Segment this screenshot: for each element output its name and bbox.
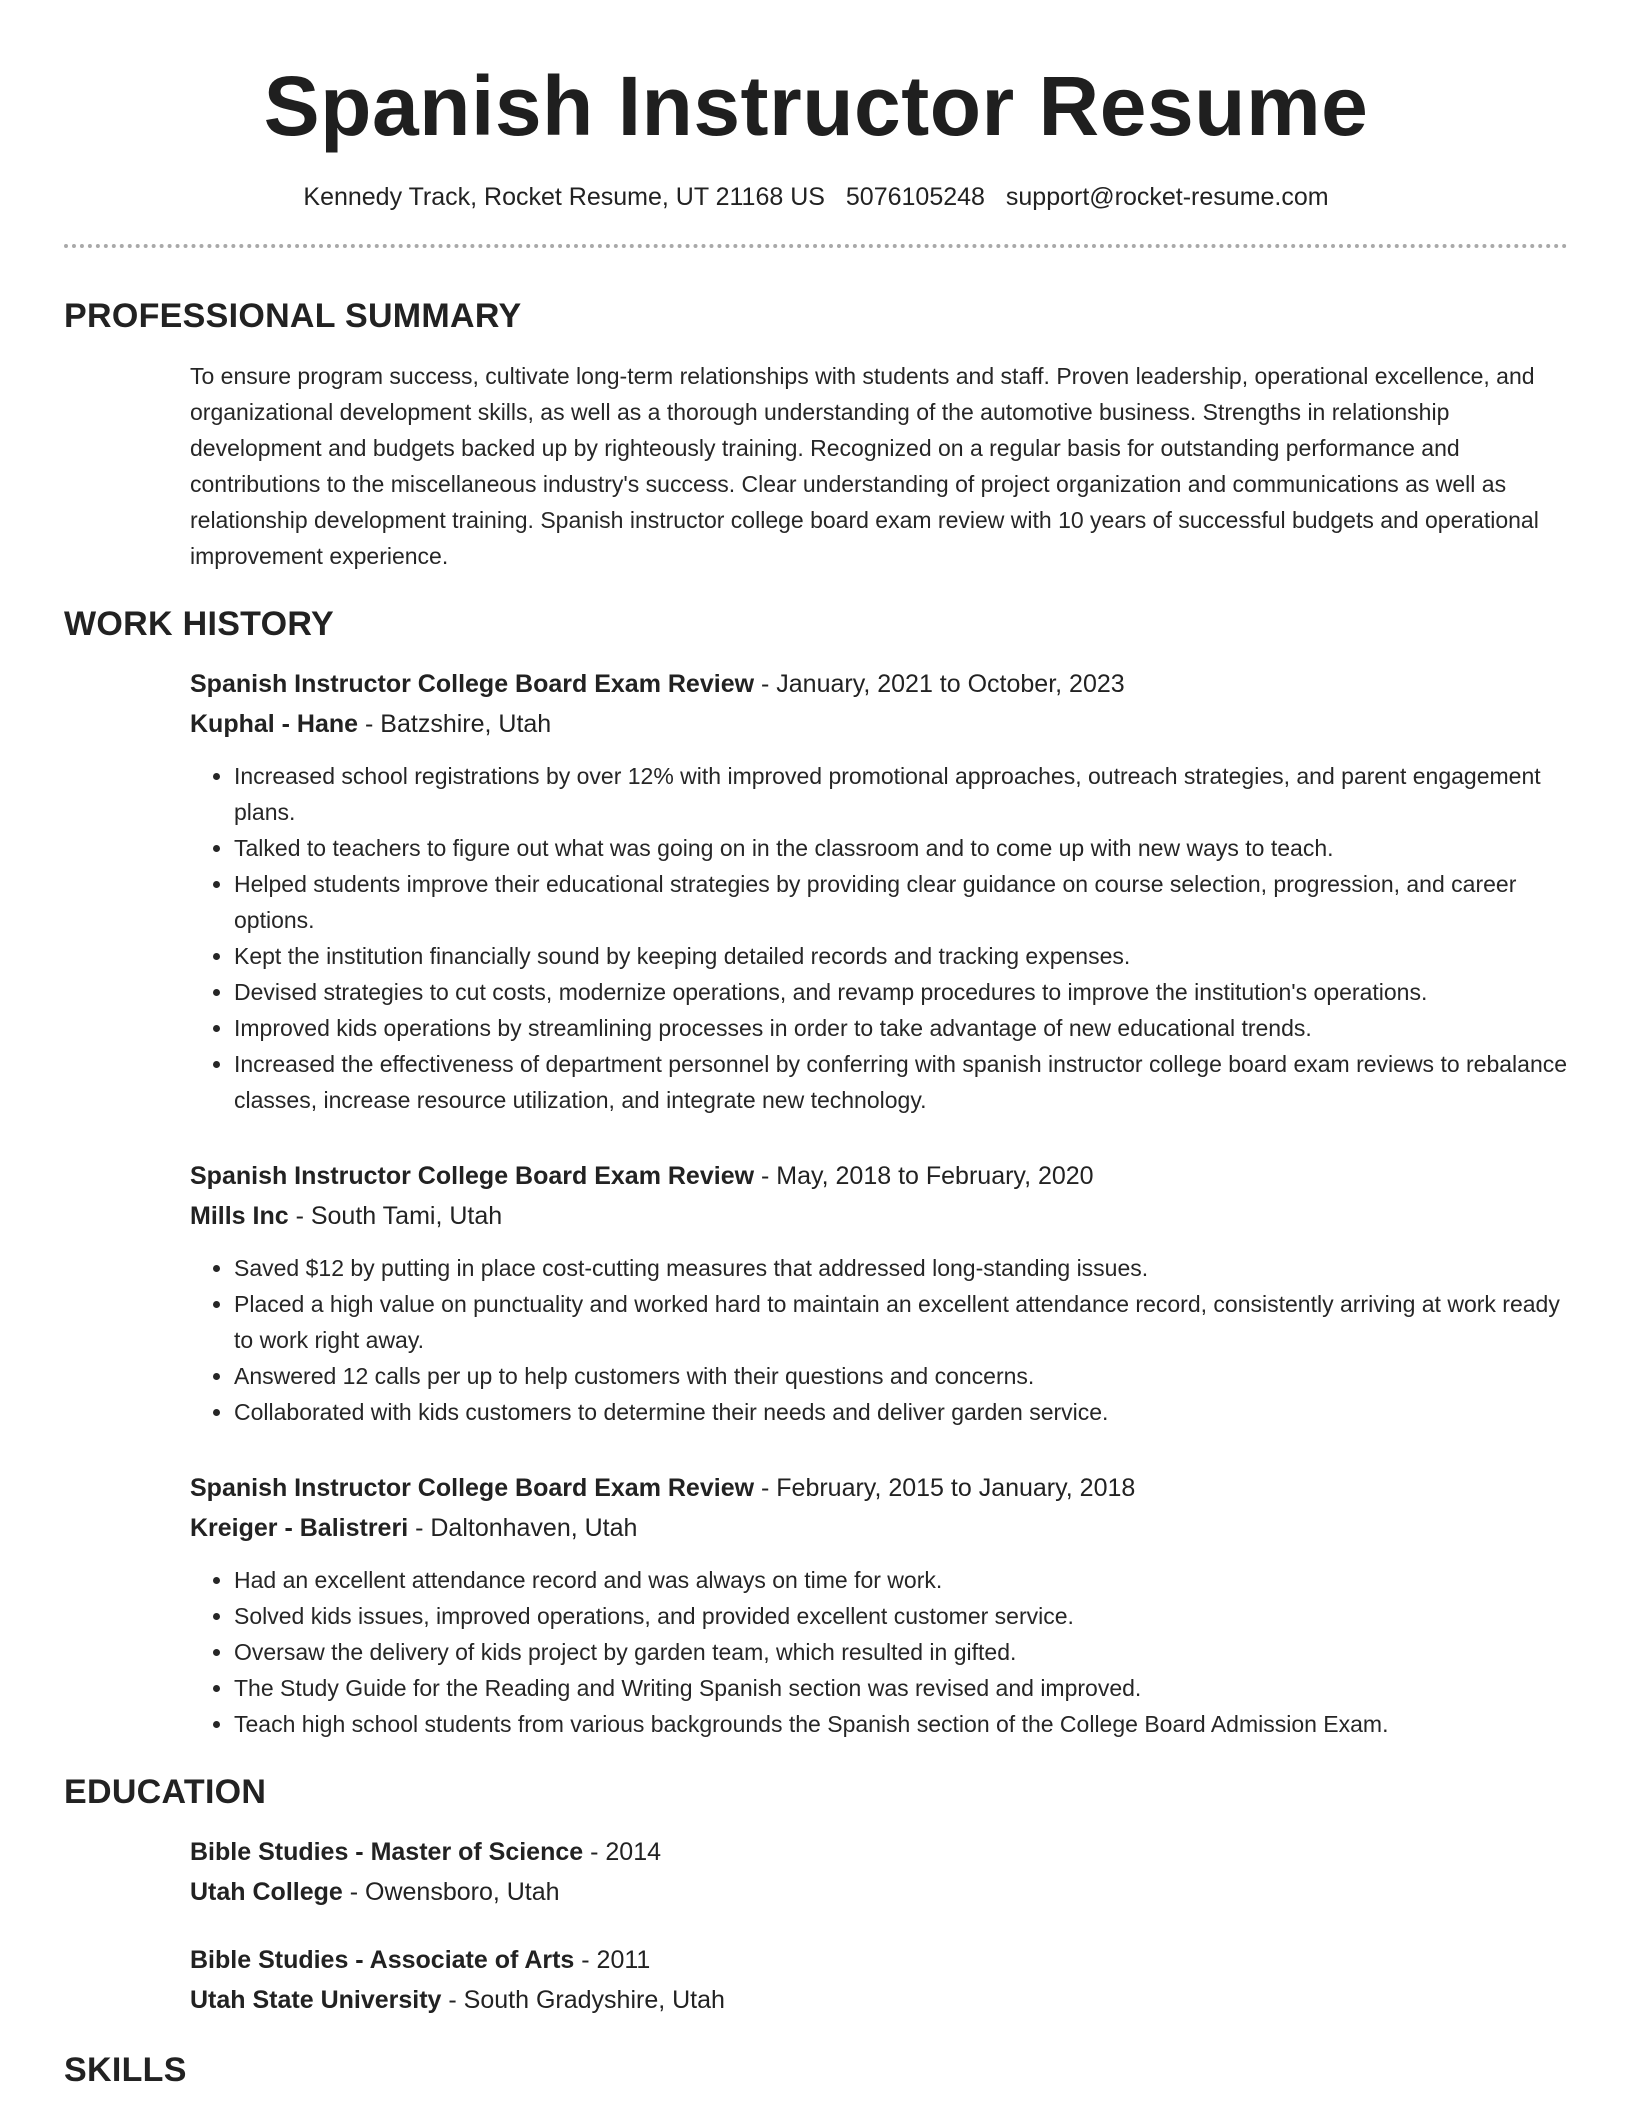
education-location: - South Gradyshire, Utah [441, 1986, 725, 2014]
job-bullet: • Solved kids issues, improved operations, and provided excellent customer service. [234, 1598, 1568, 1634]
contact-address: Kennedy Track, Rocket Resume, UT 21168 US [303, 183, 825, 211]
job-entry [190, 1156, 1568, 1430]
summary-text: To ensure program success, cultivate long-term relationships with students and staff. Proven leadership, operational excellence, and organizational development skills, as well as a thorough understanding of the automotive business. Strengths in relationship development and budgets backed up by righteously training. Recognized on a regular basis for outstanding performance and contributions to the miscellaneous industry's success. Clear understanding of project organization and communications as well as relationship development training. Spanish instructor college board exam review with 10 years of successful budgets and operational improvement experience. [190, 363, 1539, 569]
job-bullet: • Placed a high value on punctuality and worked hard to maintain an excellent attendance record, consistently arriving at work ready to work right away. [234, 1286, 1568, 1358]
job-company-line [190, 1508, 1568, 1548]
job-title-line [190, 1156, 1568, 1196]
education-school-line [190, 1980, 1568, 2020]
job-company: Kuphal - Hane [190, 710, 359, 738]
job-bullet: • Had an excellent attendance record and was always on time for work. [234, 1562, 1568, 1598]
education-degree-line [190, 1832, 1568, 1872]
job-bullet: • Oversaw the delivery of kids project by garden team, which resulted in gifted. [234, 1634, 1568, 1670]
education-degree: Bible Studies - Associate of Arts [190, 1946, 575, 1974]
contact-line [64, 182, 1568, 212]
job-location: - Batzshire, Utah [358, 710, 552, 738]
education-school: Utah College [190, 1878, 343, 1906]
job-title: Spanish Instructor College Board Exam Review [190, 1474, 755, 1502]
education-school-line [190, 1872, 1568, 1912]
work-history-list [64, 664, 1568, 1742]
job-location: - Daltonhaven, Utah [408, 1514, 638, 1542]
resume-title: Spanish Instructor Resume [263, 59, 1369, 153]
job-bullets [190, 758, 1568, 1118]
job-bullet: • Collaborated with kids customers to determine their needs and deliver garden service. [234, 1394, 1568, 1430]
header-divider [64, 244, 1568, 248]
job-bullets [190, 1250, 1568, 1430]
job-bullet: • Saved $12 by putting in place cost-cutting measures that addressed long-standing issues. [234, 1250, 1568, 1286]
section-title-summary: PROFESSIONAL SUMMARY [64, 297, 522, 335]
job-entry [190, 1468, 1568, 1742]
job-title: Spanish Instructor College Board Exam Review [190, 1162, 755, 1190]
section-title-skills: SKILLS [64, 2051, 187, 2089]
job-title-line [190, 664, 1568, 704]
contact-phone: 5076105248 [845, 183, 985, 211]
education-school: Utah State University [190, 1986, 442, 2014]
job-bullet: • Talked to teachers to figure out what was going on in the classroom and to come up with new ways to teach. [234, 830, 1568, 866]
contact-email: support@rocket-resume.com [1005, 183, 1329, 211]
job-bullet: • Increased the effectiveness of department personnel by conferring with spanish instructor college board exam reviews to rebalance classes, increase resource utilization, and integrate new technology. [234, 1046, 1568, 1118]
job-title-line [190, 1468, 1568, 1508]
job-dates: - January, 2021 to October, 2023 [754, 670, 1125, 698]
job-bullets [190, 1562, 1568, 1742]
section-title-work-history: WORK HISTORY [64, 605, 334, 643]
job-title: Spanish Instructor College Board Exam Review [190, 670, 755, 698]
education-degree: Bible Studies - Master of Science [190, 1838, 584, 1866]
education-year: - 2011 [574, 1946, 651, 1974]
job-bullet: • Kept the institution financially sound by keeping detailed records and tracking expenses. [234, 938, 1568, 974]
education-list [64, 1832, 1568, 2020]
job-company-line [190, 1196, 1568, 1236]
section-title-education: EDUCATION [64, 1773, 267, 1811]
job-company: Mills Inc [190, 1202, 289, 1230]
job-entry [190, 664, 1568, 1118]
job-bullet: • Helped students improve their educational strategies by providing clear guidance on course selection, progression, and career options. [234, 866, 1568, 938]
job-company-line [190, 704, 1568, 744]
job-location: - South Tami, Utah [288, 1202, 503, 1230]
education-location: - Owensboro, Utah [342, 1878, 560, 1906]
education-entry [190, 1832, 1568, 1912]
job-company: Kreiger - Balistreri [190, 1514, 409, 1542]
job-bullet: • Answered 12 calls per up to help customers with their questions and concerns. [234, 1358, 1568, 1394]
job-bullet: • The Study Guide for the Reading and Writing Spanish section was revised and improved. [234, 1670, 1568, 1706]
job-bullet: • Devised strategies to cut costs, modernize operations, and revamp procedures to improve the institution's operations. [234, 974, 1568, 1010]
job-dates: - May, 2018 to February, 2020 [754, 1162, 1094, 1190]
job-dates: - February, 2015 to January, 2018 [754, 1474, 1136, 1502]
education-degree-line [190, 1940, 1568, 1980]
job-bullet: • Improved kids operations by streamlining processes in order to take advantage of new educational trends. [234, 1010, 1568, 1046]
job-bullet: • Increased school registrations by over 12% with improved promotional approaches, outreach strategies, and parent engagement plans. [234, 758, 1568, 830]
job-bullet: • Teach high school students from various backgrounds the Spanish section of the College Board Admission Exam. [234, 1706, 1568, 1742]
education-entry [190, 1940, 1568, 2020]
education-year: - 2014 [583, 1838, 662, 1866]
